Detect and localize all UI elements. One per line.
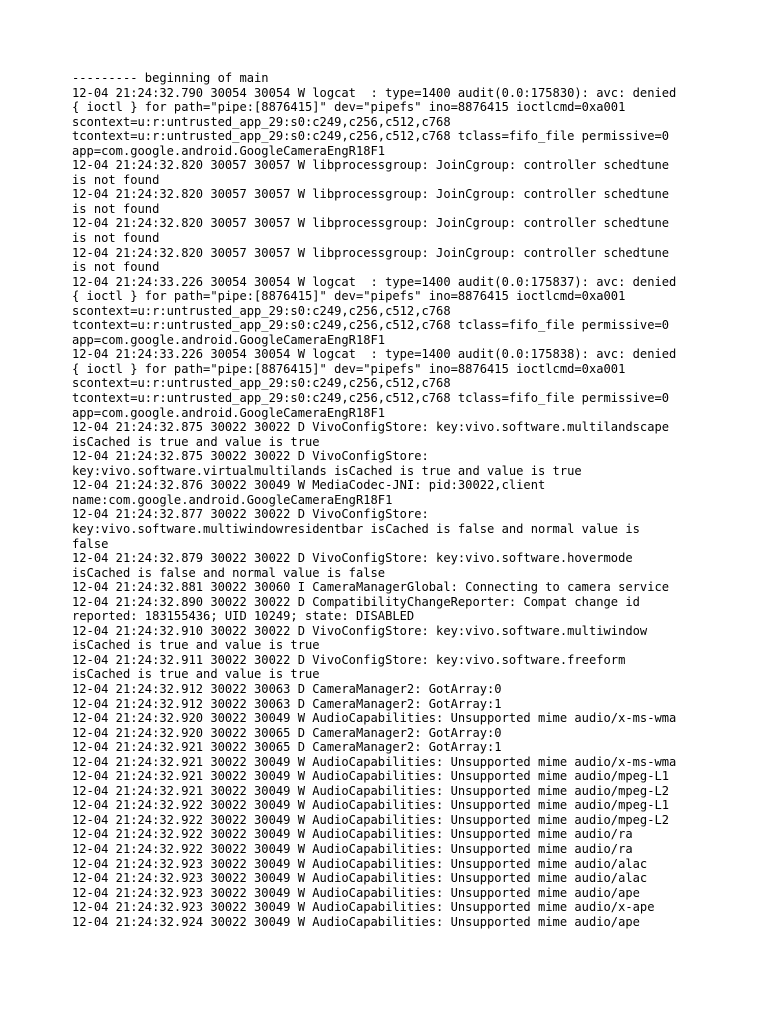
log-line: app=com.google.android.GoogleCameraEngR18F1 [72,143,386,158]
log-line: is not found [72,201,160,216]
log-line: 12-04 21:24:32.912 30022 30063 D CameraManager2: GotArray:0 [72,681,502,696]
log-line: 12-04 21:24:32.820 30057 30057 W libprocessgroup: JoinCgroup: controller schedtune [72,245,670,260]
log-line: { ioctl } for path="pipe:[8876415]" dev="pipefs" ino=8876415 ioctlcmd=0xa001 [72,361,626,376]
log-line: 12-04 21:24:32.912 30022 30063 D CameraManager2: GotArray:1 [72,696,502,711]
log-line: 12-04 21:24:32.922 30022 30049 W AudioCapabilities: Unsupported mime audio/mpeg-L1 [72,798,670,813]
log-line: 12-04 21:24:32.876 30022 30049 W MediaCodec-JNI: pid:30022,client [72,478,546,493]
log-line: 12-04 21:24:32.923 30022 30049 W AudioCapabilities: Unsupported mime audio/x-ape [72,900,655,915]
log-line: scontext=u:r:untrusted_app_29:s0:c249,c256,c512,c768 [72,376,451,391]
log-line: key:vivo.software.multiwindowresidentbar isCached is false and normal value is [72,521,640,536]
log-line: --------- beginning of main [72,71,269,85]
log-line: 12-04 21:24:32.820 30057 30057 W libprocessgroup: JoinCgroup: controller schedtune [72,187,670,202]
log-line: 12-04 21:24:32.920 30022 30065 D CameraManager2: GotArray:0 [72,725,502,740]
log-line: 12-04 21:24:32.911 30022 30022 D VivoConfigStore: key:vivo.software.freeform [72,652,626,667]
log-line: 12-04 21:24:32.923 30022 30049 W AudioCapabilities: Unsupported mime audio/alac [72,871,648,886]
log-line: 12-04 21:24:32.922 30022 30049 W AudioCapabilities: Unsupported mime audio/mpeg-L2 [72,812,670,827]
log-line: 12-04 21:24:32.879 30022 30022 D VivoConfigStore: key:vivo.software.hovermode [72,551,633,566]
log-line: isCached is true and value is true [72,434,320,449]
log-line: 12-04 21:24:32.921 30022 30049 W AudioCapabilities: Unsupported mime audio/mpeg-L2 [72,783,670,798]
log-line: 12-04 21:24:33.226 30054 30054 W logcat : type=1400 audit(0.0:175837): avc: denied [72,274,677,289]
log-line: 12-04 21:24:32.820 30057 30057 W libprocessgroup: JoinCgroup: controller schedtune [72,216,670,231]
log-line: 12-04 21:24:32.875 30022 30022 D VivoConfigStore: key:vivo.software.multilandscape [72,420,670,435]
log-line: 12-04 21:24:32.924 30022 30049 W AudioCapabilities: Unsupported mime audio/ape [72,914,640,929]
log-line: isCached is true and value is true [72,667,320,682]
log-line: isCached is false and normal value is false [72,565,386,580]
log-line: tcontext=u:r:untrusted_app_29:s0:c249,c256,c512,c768 tclass=fifo_file permissive=0 [72,318,670,333]
log-line: 12-04 21:24:32.875 30022 30022 D VivoConfigStore: [72,449,429,464]
log-line: scontext=u:r:untrusted_app_29:s0:c249,c256,c512,c768 [72,114,451,129]
log-line: name:com.google.android.GoogleCameraEngR18F1 [72,492,393,507]
log-line: app=com.google.android.GoogleCameraEngR18F1 [72,405,386,420]
log-line: 12-04 21:24:32.921 30022 30049 W AudioCapabilities: Unsupported mime audio/mpeg-L1 [72,769,670,784]
log-line: reported: 183155436; UID 10249; state: DISABLED [72,609,415,624]
log-line: 12-04 21:24:32.922 30022 30049 W AudioCapabilities: Unsupported mime audio/ra [72,841,633,856]
log-line: 12-04 21:24:32.790 30054 30054 W logcat : type=1400 audit(0.0:175830): avc: denied [72,85,677,100]
log-line: 12-04 21:24:32.920 30022 30049 W AudioCapabilities: Unsupported mime audio/x-ms-wma [72,711,677,726]
log-line: scontext=u:r:untrusted_app_29:s0:c249,c256,c512,c768 [72,303,451,318]
log-line: 12-04 21:24:32.890 30022 30022 D CompatibilityChangeReporter: Compat change id [72,594,640,609]
log-line: 12-04 21:24:32.921 30022 30065 D CameraManager2: GotArray:1 [72,740,502,755]
log-line: is not found [72,172,160,187]
log-line: 12-04 21:24:32.820 30057 30057 W libprocessgroup: JoinCgroup: controller schedtune [72,158,670,173]
log-line: tcontext=u:r:untrusted_app_29:s0:c249,c256,c512,c768 tclass=fifo_file permissive=0 [72,391,670,406]
log-line: key:vivo.software.virtualmultilands isCached is true and value is true [72,463,582,478]
log-line: 12-04 21:24:32.877 30022 30022 D VivoConfigStore: [72,507,429,522]
log-line: tcontext=u:r:untrusted_app_29:s0:c249,c256,c512,c768 tclass=fifo_file permissive=0 [72,129,670,144]
log-line: app=com.google.android.GoogleCameraEngR18F1 [72,332,386,347]
log-line: is not found [72,260,160,275]
log-line: 12-04 21:24:32.922 30022 30049 W AudioCapabilities: Unsupported mime audio/ra [72,827,633,842]
log-text [72,71,712,929]
log-line: 12-04 21:24:32.921 30022 30049 W AudioCapabilities: Unsupported mime audio/x-ms-wma [72,754,677,769]
log-line: 12-04 21:24:32.881 30022 30060 I CameraManagerGlobal: Connecting to camera service [72,580,670,595]
log-line: is not found [72,231,160,246]
log-line: isCached is true and value is true [72,638,320,653]
log-line: { ioctl } for path="pipe:[8876415]" dev="pipefs" ino=8876415 ioctlcmd=0xa001 [72,289,626,304]
log-line: 12-04 21:24:32.923 30022 30049 W AudioCapabilities: Unsupported mime audio/ape [72,885,640,900]
log-line: false [72,536,109,551]
log-line: { ioctl } for path="pipe:[8876415]" dev="pipefs" ino=8876415 ioctlcmd=0xa001 [72,100,626,115]
log-line: 12-04 21:24:32.923 30022 30049 W AudioCapabilities: Unsupported mime audio/alac [72,856,648,871]
log-line: 12-04 21:24:33.226 30054 30054 W logcat : type=1400 audit(0.0:175838): avc: denied [72,347,677,362]
log-line: 12-04 21:24:32.910 30022 30022 D VivoConfigStore: key:vivo.software.multiwindow [72,623,648,638]
